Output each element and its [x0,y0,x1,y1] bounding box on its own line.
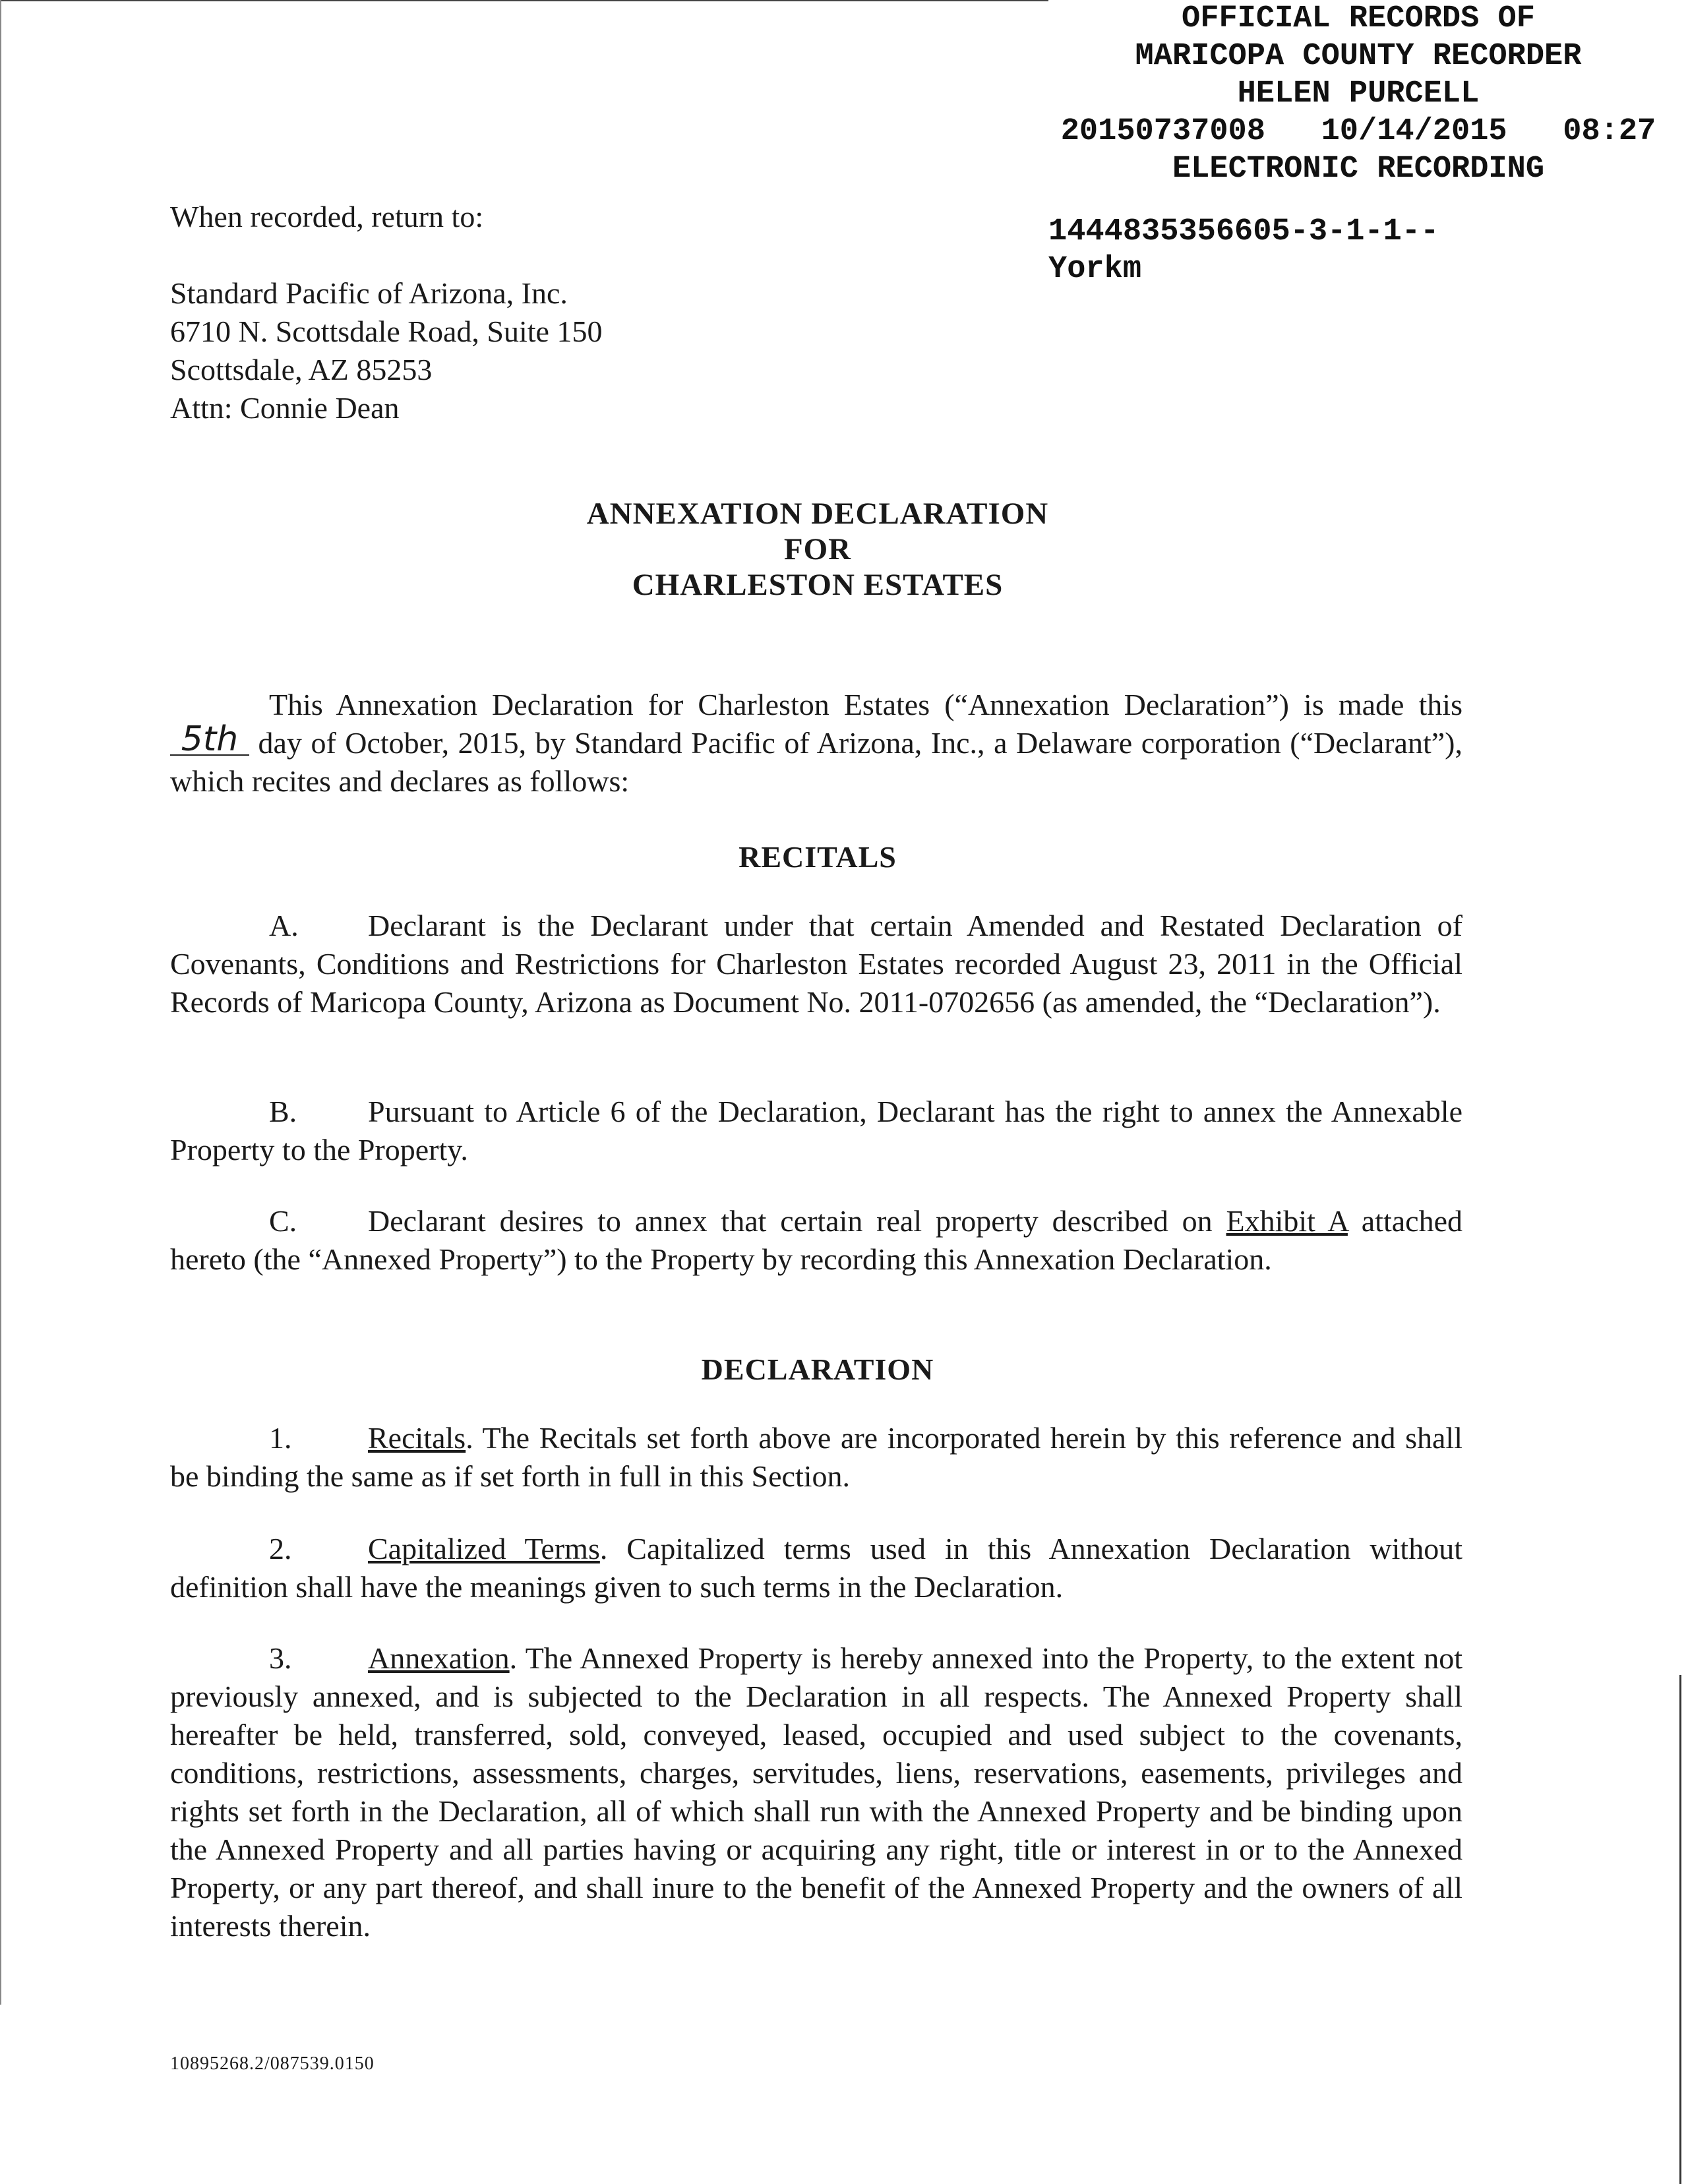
section-2-title: Capitalized Terms [368,1532,600,1565]
document-code: 10895268.2/087539.0150 [170,2053,375,2074]
recital-c-label: C. [269,1204,297,1238]
intro-text-start: This Annexation Declaration for Charleston Estates (“Annexation Declaration”) is made this [269,688,1462,721]
scan-edge-left [0,0,1,2005]
recital-c-text-start: Declarant desires to annex that certain real property described on [368,1204,1226,1238]
intro-paragraph [170,686,1462,801]
title-line-2: FOR [783,532,852,566]
recording-stamp [1035,0,1681,288]
return-address-block [170,198,698,427]
stamp-line-recorder-name: HELEN PURCELL [1237,76,1480,111]
recital-a-label: A. [269,909,299,942]
recitals-heading: RECITALS [738,840,897,874]
recital-c-text-end: attached hereto (the “Annexed Property”) to the Property by recording this Annexation Declaration. [170,1204,1462,1276]
return-address-line2: Scottsdale, AZ 85253 [170,353,433,386]
stamp-line-county-recorder: MARICOPA COUNTY RECORDER [1135,39,1582,74]
recital-b-text: Pursuant to Article 6 of the Declaration, Declarant has the right to annex the Annexable Property to the Property. [170,1095,1462,1167]
section-2 [170,1530,1462,1606]
recital-b-label: B. [269,1095,297,1128]
return-heading: When recorded, return to: [170,200,484,233]
recital-a [170,907,1462,1021]
section-3 [170,1639,1462,1945]
section-3-label: 3. [269,1641,292,1675]
section-3-text: . The Annexed Property is hereby annexed into the Property, to the extent not previously annexed, and is subjected to the Declaration in all respects. The Annexed Property shall hereafter be held, transferred, sold, conveyed, leased, occupied and used subject to the covenants, conditions, restrictions, assessments, charges, servitudes, liens, reservations, easements, privileges and rights set forth in the Declaration, all of which shall run with the Annexed Property and be binding upon the Annexed Property and all parties having or acquiring any right, title or interest in or to the Annexed Property, or any part thereof, and shall inure to the benefit of the Annexed Property and the owners of all interests therein. [170,1641,1462,1943]
exhibit-a-reference: Exhibit A [1226,1204,1348,1238]
title-line-3: CHARLESTON ESTATES [632,568,1004,602]
section-1-title: Recitals [368,1421,466,1455]
return-company: Standard Pacific of Arizona, Inc. [170,276,568,310]
section-2-label: 2. [269,1532,292,1565]
return-attention: Attn: Connie Dean [170,391,400,425]
scan-edge-top [0,0,1048,1]
intro-text-end: day of October, 2015, by Standard Pacific of Arizona, Inc., a Delaware corporation (“Declarant”), which recites and declares as follows: [170,726,1462,798]
section-3-title: Annexation [368,1641,510,1675]
stamp-line-electronic-recording: ELECTRONIC RECORDING [1172,152,1545,187]
recital-a-text: Declarant is the Declarant under that certain Amended and Restated Declaration of Covenants, Conditions and Restrictions for Charleston Estates recorded August 23, 2011 in the Official Records of Maricopa County, Arizona as Document No. 2011-0702656 (as amended, the “Declaration”). [170,909,1462,1019]
scan-edge-right [1679,1675,1681,2184]
recital-b [170,1093,1462,1169]
title-line-1: ANNEXATION DECLARATION [586,497,1049,531]
handwritten-day: 5th [170,724,249,756]
stamp-line-document-number-date: 20150737008 10/14/2015 08:27 [1060,114,1656,149]
section-1-text: . The Recitals set forth above are incorporated herein by this reference and shall be binding the same as if set forth in full in this Section. [170,1421,1462,1493]
document-title [0,496,1635,603]
section-1 [170,1419,1462,1496]
section-2-text: . Capitalized terms used in this Annexation Declaration without definition shall have the meanings given to such terms in the Declaration. [170,1532,1462,1604]
declaration-heading: DECLARATION [701,1352,934,1386]
stamp-line-official-records: OFFICIAL RECORDS OF [1182,1,1535,36]
recital-c [170,1202,1462,1279]
stamp-line-transaction-id: 1444835356605-3-1-1-- [1048,214,1439,249]
return-address-line1: 6710 N. Scottsdale Road, Suite 150 [170,315,603,348]
section-1-label: 1. [269,1421,292,1455]
stamp-line-clerk: Yorkm [1048,252,1142,287]
